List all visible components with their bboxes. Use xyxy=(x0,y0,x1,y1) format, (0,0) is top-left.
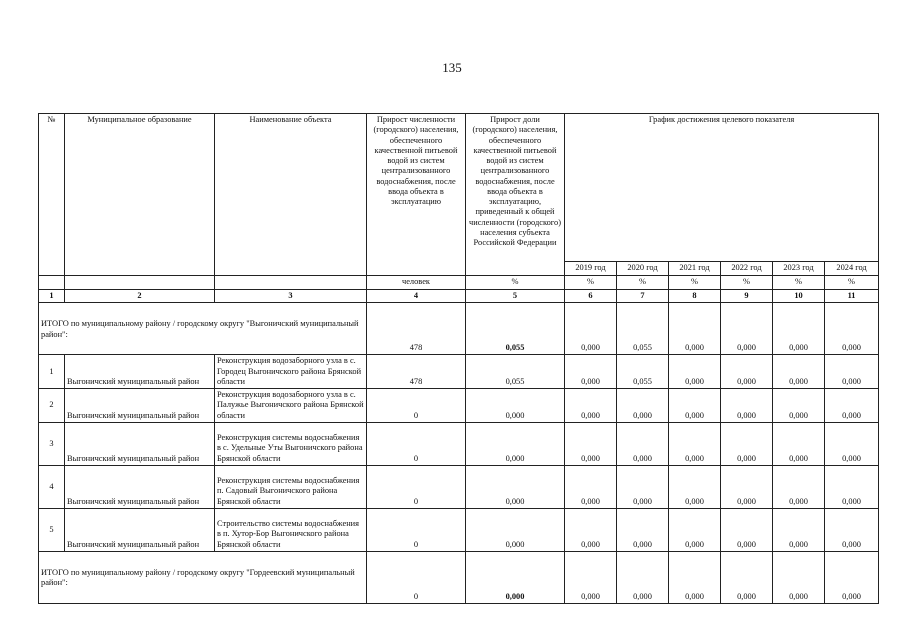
share-growth-value: 0,000 xyxy=(466,465,565,508)
row-number: 2 xyxy=(39,389,65,423)
table-row xyxy=(39,508,879,551)
municipality-cell: Выгоничский муниципальный район xyxy=(65,355,215,389)
share-growth-value: 0,000 xyxy=(466,422,565,465)
year-value: 0,000 xyxy=(565,303,617,355)
table-row xyxy=(39,465,879,508)
year-value: 0,000 xyxy=(721,465,773,508)
header-year: 2022 год xyxy=(721,262,773,276)
year-value: 0,000 xyxy=(669,465,721,508)
header-share-growth: Прирост доли (городского) населения, обеспеченного качественной питьевой водой из систем централизованного водоснабжения, после ввода объекта в эксплуатацию, приведенный к общей численности (городского) населения субъекта Российской Федерации xyxy=(466,114,565,276)
year-value: 0,000 xyxy=(773,355,825,389)
year-value: 0,000 xyxy=(617,422,669,465)
header-municipality: Муниципальное образование xyxy=(65,114,215,276)
share-growth-value: 0,000 xyxy=(466,389,565,423)
population-growth-value: 0 xyxy=(367,389,466,423)
year-value: 0,000 xyxy=(721,508,773,551)
header-population-growth: Прирост численности (городского) населения, обеспеченного качественной питьевой водой из систем централизованного водоснабжения, после ввода объекта в эксплуатацию xyxy=(367,114,466,276)
unit-cell: % xyxy=(669,276,721,290)
share-growth-value: 0,055 xyxy=(466,303,565,355)
year-value: 0,000 xyxy=(721,551,773,603)
column-number: 7 xyxy=(617,290,669,303)
column-number: 10 xyxy=(773,290,825,303)
municipality-cell: Выгоничский муниципальный район xyxy=(65,465,215,508)
population-growth-value: 478 xyxy=(367,303,466,355)
year-value: 0,000 xyxy=(617,389,669,423)
header-year: 2024 год xyxy=(825,262,879,276)
target-indicator-table xyxy=(38,113,879,604)
units-empty xyxy=(215,276,367,290)
year-value: 0,000 xyxy=(773,389,825,423)
unit-cell: % xyxy=(773,276,825,290)
year-value: 0,000 xyxy=(825,422,879,465)
year-value: 0,000 xyxy=(773,551,825,603)
header-year: 2021 год xyxy=(669,262,721,276)
year-value: 0,000 xyxy=(721,422,773,465)
total-label: ИТОГО по муниципальному району / городскому округу "Выгоничский муниципальный район": xyxy=(39,303,367,355)
row-number: 1 xyxy=(39,355,65,389)
column-number: 11 xyxy=(825,290,879,303)
year-value: 0,000 xyxy=(669,303,721,355)
year-value: 0,000 xyxy=(669,422,721,465)
year-value: 0,000 xyxy=(565,355,617,389)
year-value: 0,000 xyxy=(565,508,617,551)
year-value: 0,000 xyxy=(825,465,879,508)
share-growth-value: 0,000 xyxy=(466,508,565,551)
object-name-cell: Строительство системы водоснабжения в п. Хутор-Бор Выгоничского района Брянской области xyxy=(215,508,367,551)
column-numbers-row xyxy=(39,290,879,303)
row-number: 5 xyxy=(39,508,65,551)
year-value: 0,000 xyxy=(721,355,773,389)
column-number: 5 xyxy=(466,290,565,303)
population-growth-value: 0 xyxy=(367,551,466,603)
unit-cell: % xyxy=(565,276,617,290)
column-number: 8 xyxy=(669,290,721,303)
year-value: 0,000 xyxy=(721,303,773,355)
header-object: Наименование объекта xyxy=(215,114,367,276)
year-value: 0,000 xyxy=(669,551,721,603)
year-value: 0,000 xyxy=(565,551,617,603)
municipality-cell: Выгоничский муниципальный район xyxy=(65,389,215,423)
row-number: 3 xyxy=(39,422,65,465)
header-year: 2019 год xyxy=(565,262,617,276)
total-row xyxy=(39,551,879,603)
page-number: 135 xyxy=(442,60,462,75)
year-value: 0,000 xyxy=(825,508,879,551)
object-name-cell: Реконструкция водозаборного узла в с. Городец Выгоничского района Брянской области xyxy=(215,355,367,389)
table-row xyxy=(39,422,879,465)
year-value: 0,000 xyxy=(617,551,669,603)
year-value: 0,000 xyxy=(825,303,879,355)
table-row xyxy=(39,389,879,423)
header-schedule: График достижения целевого показателя xyxy=(565,114,879,262)
column-number: 3 xyxy=(215,290,367,303)
year-value: 0,000 xyxy=(825,551,879,603)
column-number: 9 xyxy=(721,290,773,303)
population-growth-value: 0 xyxy=(367,422,466,465)
units-empty xyxy=(65,276,215,290)
column-number: 6 xyxy=(565,290,617,303)
year-value: 0,055 xyxy=(617,303,669,355)
column-number: 2 xyxy=(65,290,215,303)
municipality-cell: Выгоничский муниципальный район xyxy=(65,508,215,551)
year-value: 0,000 xyxy=(773,508,825,551)
header-no: № xyxy=(39,114,65,276)
units-empty xyxy=(39,276,65,290)
year-value: 0,000 xyxy=(617,508,669,551)
header-year: 2020 год xyxy=(617,262,669,276)
year-value: 0,000 xyxy=(773,465,825,508)
column-number: 4 xyxy=(367,290,466,303)
year-value: 0,000 xyxy=(825,355,879,389)
year-value: 0,000 xyxy=(721,389,773,423)
unit-cell: % xyxy=(721,276,773,290)
year-value: 0,000 xyxy=(669,355,721,389)
column-number: 1 xyxy=(39,290,65,303)
object-name-cell: Реконструкция системы водоснабжения п. Садовый Выгоничского района Брянской области xyxy=(215,465,367,508)
unit-cell: % xyxy=(466,276,565,290)
share-growth-value: 0,055 xyxy=(466,355,565,389)
year-value: 0,000 xyxy=(617,465,669,508)
year-value: 0,000 xyxy=(669,389,721,423)
unit-cell: % xyxy=(825,276,879,290)
total-label: ИТОГО по муниципальному району / городскому округу "Гордеевский муниципальный район": xyxy=(39,551,367,603)
population-growth-value: 478 xyxy=(367,355,466,389)
year-value: 0,055 xyxy=(617,355,669,389)
municipality-cell: Выгоничский муниципальный район xyxy=(65,422,215,465)
year-value: 0,000 xyxy=(773,422,825,465)
year-value: 0,000 xyxy=(825,389,879,423)
object-name-cell: Реконструкция системы водоснабжения в с. Удельные Уты Выгоничского района Брянской области xyxy=(215,422,367,465)
year-value: 0,000 xyxy=(669,508,721,551)
unit-cell: % xyxy=(617,276,669,290)
population-growth-value: 0 xyxy=(367,508,466,551)
header-row xyxy=(39,114,879,262)
year-value: 0,000 xyxy=(773,303,825,355)
table-row xyxy=(39,355,879,389)
population-growth-value: 0 xyxy=(367,465,466,508)
object-name-cell: Реконструкция водозаборного узла в с. Палужье Выгоничского района Брянской области xyxy=(215,389,367,423)
year-value: 0,000 xyxy=(565,389,617,423)
total-row xyxy=(39,303,879,355)
year-value: 0,000 xyxy=(565,422,617,465)
units-row xyxy=(39,276,879,290)
unit-cell: человек xyxy=(367,276,466,290)
row-number: 4 xyxy=(39,465,65,508)
header-year: 2023 год xyxy=(773,262,825,276)
year-value: 0,000 xyxy=(565,465,617,508)
share-growth-value: 0,000 xyxy=(466,551,565,603)
